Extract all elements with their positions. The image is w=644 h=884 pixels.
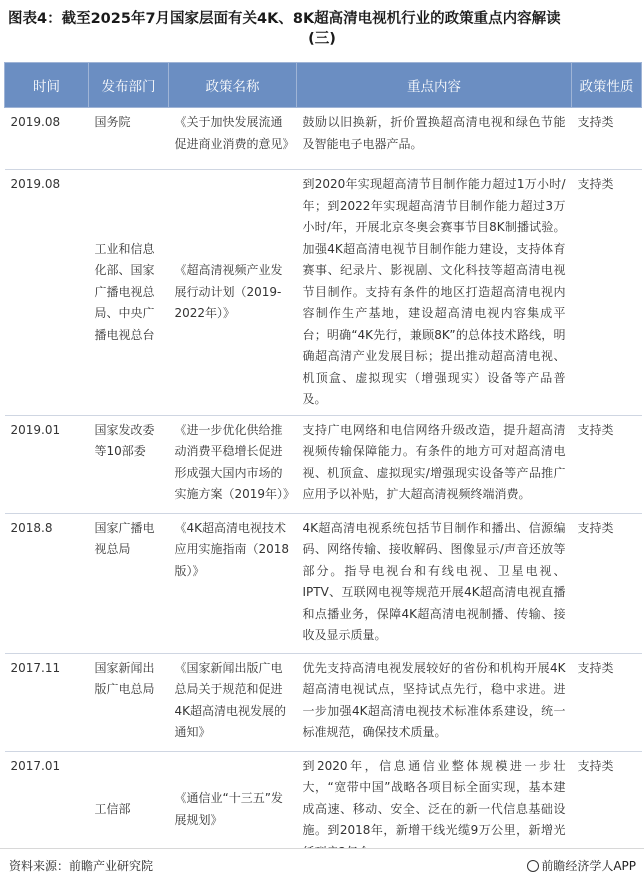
cell-name: 《国家新闻出版广电总局关于规范和促进4K超高清电视发展的通知》	[169, 653, 297, 751]
table-header-row	[5, 63, 642, 108]
cell-content: 支持广电网络和电信网络升级改造，提升超高清视频传输保障能力。有条件的地方可对超高清电视、机顶盒、虚拟现实/增强现实设备等产品推广应用予以补贴，扩大超高清视频终端消费。	[297, 415, 572, 513]
cell-name: 《4K超高清电视技术应用实施指南（2018版）》	[169, 513, 297, 653]
table-row	[5, 415, 642, 513]
source-note: 资料来源：前瞻产业研究院	[9, 859, 154, 873]
cell-content: 到2020年，信息通信业整体规模进一步壮大，“宽带中国”战略各项目标全面实现，基本建成高速、移动、安全、泛在的新一代信息基础设施。到2018年，新增干线光缆9万公里，新增光	[297, 751, 572, 868]
header-time: 时间	[5, 63, 89, 108]
cell-dept: 国家新闻出版广电总局	[89, 653, 169, 751]
cell-name: 《进一步优化供给推动消费平稳增长促进形成强大国内市场的实施方案（2019年）》	[169, 415, 297, 513]
cell-name: 《关于加快发展流通促进商业消费的意见》	[169, 108, 297, 170]
brand-text: 前瞻经济学人APP	[541, 859, 636, 873]
cell-name: 《超高清视频产业发展行动计划（2019-2022年）》	[169, 170, 297, 416]
table-row	[5, 108, 642, 170]
brand-label	[527, 857, 636, 874]
policy-table	[4, 62, 642, 869]
table-row	[5, 513, 642, 653]
title-line2: (三)	[308, 31, 336, 47]
cell-dept: 工信部	[89, 751, 169, 868]
cell-type: 支持类	[572, 170, 642, 416]
header-content: 重点内容	[297, 63, 572, 108]
cell-content: 优先支持高清电视发展较好的省份和机构开展4K超高清电视试点，坚持试点先行，稳中求进。进一步加强4K超高清电视技术标准体系建设，统一标准规范，确保技术质量。	[297, 653, 572, 751]
cell-type: 支持类	[572, 751, 642, 868]
cell-time: 2019.08	[5, 170, 89, 416]
cell-dept: 国务院	[89, 108, 169, 170]
cell-type: 支持类	[572, 513, 642, 653]
header-type: 政策性质	[572, 63, 642, 108]
cell-content: 鼓励以旧换新，折价置换超高清电视和绿色节能及智能电子电器产品。	[297, 108, 572, 170]
cell-type: 支持类	[572, 415, 642, 513]
cell-type: 支持类	[572, 108, 642, 170]
cell-dept: 国家广播电视总局	[89, 513, 169, 653]
cell-type: 支持类	[572, 653, 642, 751]
cell-time: 2019.01	[5, 415, 89, 513]
cell-time: 2017.01	[5, 751, 89, 868]
header-dept: 发布部门	[89, 63, 169, 108]
header-name: 政策名称	[169, 63, 297, 108]
chart-title	[8, 9, 636, 49]
cell-dept: 国家发改委等10部委	[89, 415, 169, 513]
cell-time: 2019.08	[5, 108, 89, 170]
cell-name: 《通信业“十三五”发展规划》	[169, 751, 297, 868]
cell-time: 2017.11	[5, 653, 89, 751]
title-line1: 图表4：截至2025年7月国家层面有关4K、8K超高清电视机行业的政策重点内容解读	[8, 11, 561, 27]
cell-dept: 工业和信息化部、国家广播电视总局、中央广播电视总台	[89, 170, 169, 416]
table-row	[5, 170, 642, 416]
cell-time: 2018.8	[5, 513, 89, 653]
footer	[0, 848, 644, 884]
brand-logo-icon	[527, 860, 539, 872]
cell-content: 到2020年实现超高清节目制作能力超过1万小时/年；到2022年实现超高清节目制作能力超过3万小时/年，开展北京冬奥会赛事节目8K制播试验。加强4K超高清电视节目制作能力建设，支持体育赛事、纪录片、影视剧、文化科技等超高清电视节目制作。支持有条件的地区打造超高清电视内容制作生产基地，建设超高清电视内容集成平台；明确“4K先行，兼顾8K”的总体技术路线，明确超高清产业发展目标；提出推动超高清电视、机顶盒、虚拟现实（增强现实）设备等产品普及。	[297, 170, 572, 416]
table-row	[5, 653, 642, 751]
cell-content: 4K超高清电视系统包括节目制作和播出、信源编码、网络传输、接收解码、图像显示/声音还放等部分。指导电视台和有线电视、卫星电视、IPTV、互联网电视等规范开展4K超高清电视直播和点播业务，保障4K超高清电视制播、传输、接收及显示质量。	[297, 513, 572, 653]
